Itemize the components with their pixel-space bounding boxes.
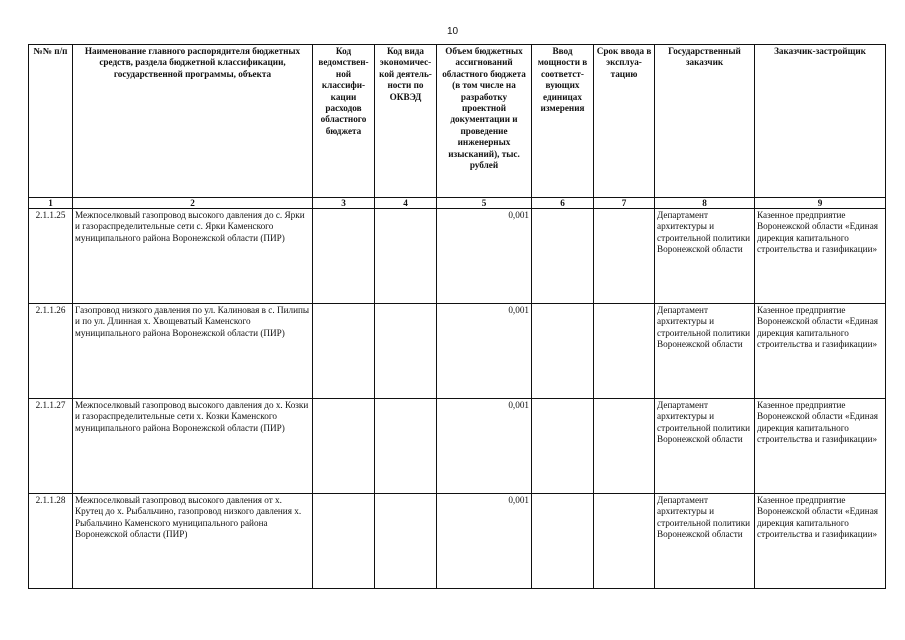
page-number: 10: [446, 26, 459, 37]
header-col-6: Ввод мощности в соответст-вующих единицах измерения: [532, 45, 594, 198]
column-number: 9: [755, 198, 886, 209]
table-header-row: [29, 45, 886, 198]
table-row: [29, 399, 886, 494]
header-col-9: Заказчик-застройщик: [755, 45, 886, 198]
header-col-4: Код вида экономичес-кой деятель-ности по ОКВЭД: [375, 45, 437, 198]
developer-cell: Казенное предприятие Воронежской области «Единая дирекция капитального строительства и газификации»: [755, 209, 886, 304]
term-cell: [594, 209, 655, 304]
okved-code-cell: [375, 209, 437, 304]
header-col-2: Наименование главного распорядителя бюджетных средств, раздела бюджетной классификации, государственной программы, объекта: [73, 45, 313, 198]
column-number: 5: [437, 198, 532, 209]
okved-code-cell: [375, 494, 437, 589]
object-name: Газопровод низкого давления по ул. Калиновая в с. Пилипы и по ул. Длинная х. Хвощеватый Каменского муниципального района Воронежской области (ПИР): [73, 304, 313, 399]
object-name: Межпоселковый газопровод высокого давления до х. Козки и газораспределительные сети х. Козки Каменского муниципального района Воронежской области (ПИР): [73, 399, 313, 494]
okved-code-cell: [375, 304, 437, 399]
object-name: Межпоселковый газопровод высокого давления от х. Крутец до х. Рыбальчино, газопровод низкого давления х. Рыбальчино Каменского муниципального района Воронежской области (ПИР): [73, 494, 313, 589]
table-row: [29, 304, 886, 399]
developer-cell: Казенное предприятие Воронежской области «Единая дирекция капитального строительства и газификации»: [755, 399, 886, 494]
column-number: 4: [375, 198, 437, 209]
table-row: [29, 494, 886, 589]
volume-cell: 0,001: [437, 494, 532, 589]
budget-code-cell: [313, 209, 375, 304]
developer-cell: Казенное предприятие Воронежской области «Единая дирекция капитального строительства и газификации»: [755, 494, 886, 589]
capacity-cell: [532, 399, 594, 494]
volume-cell: 0,001: [437, 399, 532, 494]
table-row: [29, 209, 886, 304]
state-customer-cell: Департамент архитектуры и строительной политики Воронежской области: [655, 304, 755, 399]
column-number: 1: [29, 198, 73, 209]
state-customer-cell: Департамент архитектуры и строительной политики Воронежской области: [655, 209, 755, 304]
row-number: 2.1.1.26: [29, 304, 73, 399]
column-number: 2: [73, 198, 313, 209]
okved-code-cell: [375, 399, 437, 494]
object-name: Межпоселковый газопровод высокого давления до с. Ярки и газораспределительные сети с. Ярки Каменского муниципального района Воронежской области (ПИР): [73, 209, 313, 304]
row-number: 2.1.1.27: [29, 399, 73, 494]
budget-code-cell: [313, 304, 375, 399]
state-customer-cell: Департамент архитектуры и строительной политики Воронежской области: [655, 494, 755, 589]
volume-cell: 0,001: [437, 209, 532, 304]
header-col-8: Государственный заказчик: [655, 45, 755, 198]
capacity-cell: [532, 209, 594, 304]
column-number: 7: [594, 198, 655, 209]
column-number: 6: [532, 198, 594, 209]
budget-code-cell: [313, 399, 375, 494]
row-number: 2.1.1.28: [29, 494, 73, 589]
capacity-cell: [532, 304, 594, 399]
row-number: 2.1.1.25: [29, 209, 73, 304]
budget-code-cell: [313, 494, 375, 589]
header-col-3: Код ведомствен-ной классифи-кации расходов областного бюджета: [313, 45, 375, 198]
term-cell: [594, 304, 655, 399]
term-cell: [594, 494, 655, 589]
column-number-row: [29, 198, 886, 209]
volume-cell: 0,001: [437, 304, 532, 399]
capacity-cell: [532, 494, 594, 589]
developer-cell: Казенное предприятие Воронежской области «Единая дирекция капитального строительства и газификации»: [755, 304, 886, 399]
header-col-5: Объем бюджетных ассигнований областного бюджета (в том числе на разработку проектной документации и проведение инженерных изысканий), тыс. рублей: [437, 45, 532, 198]
header-col-7: Срок ввода в эксплуа-тацию: [594, 45, 655, 198]
column-number: 8: [655, 198, 755, 209]
state-customer-cell: Департамент архитектуры и строительной политики Воронежской области: [655, 399, 755, 494]
term-cell: [594, 399, 655, 494]
column-number: 3: [313, 198, 375, 209]
budget-table: [28, 44, 886, 589]
header-col-1: №№ п/п: [29, 45, 73, 198]
